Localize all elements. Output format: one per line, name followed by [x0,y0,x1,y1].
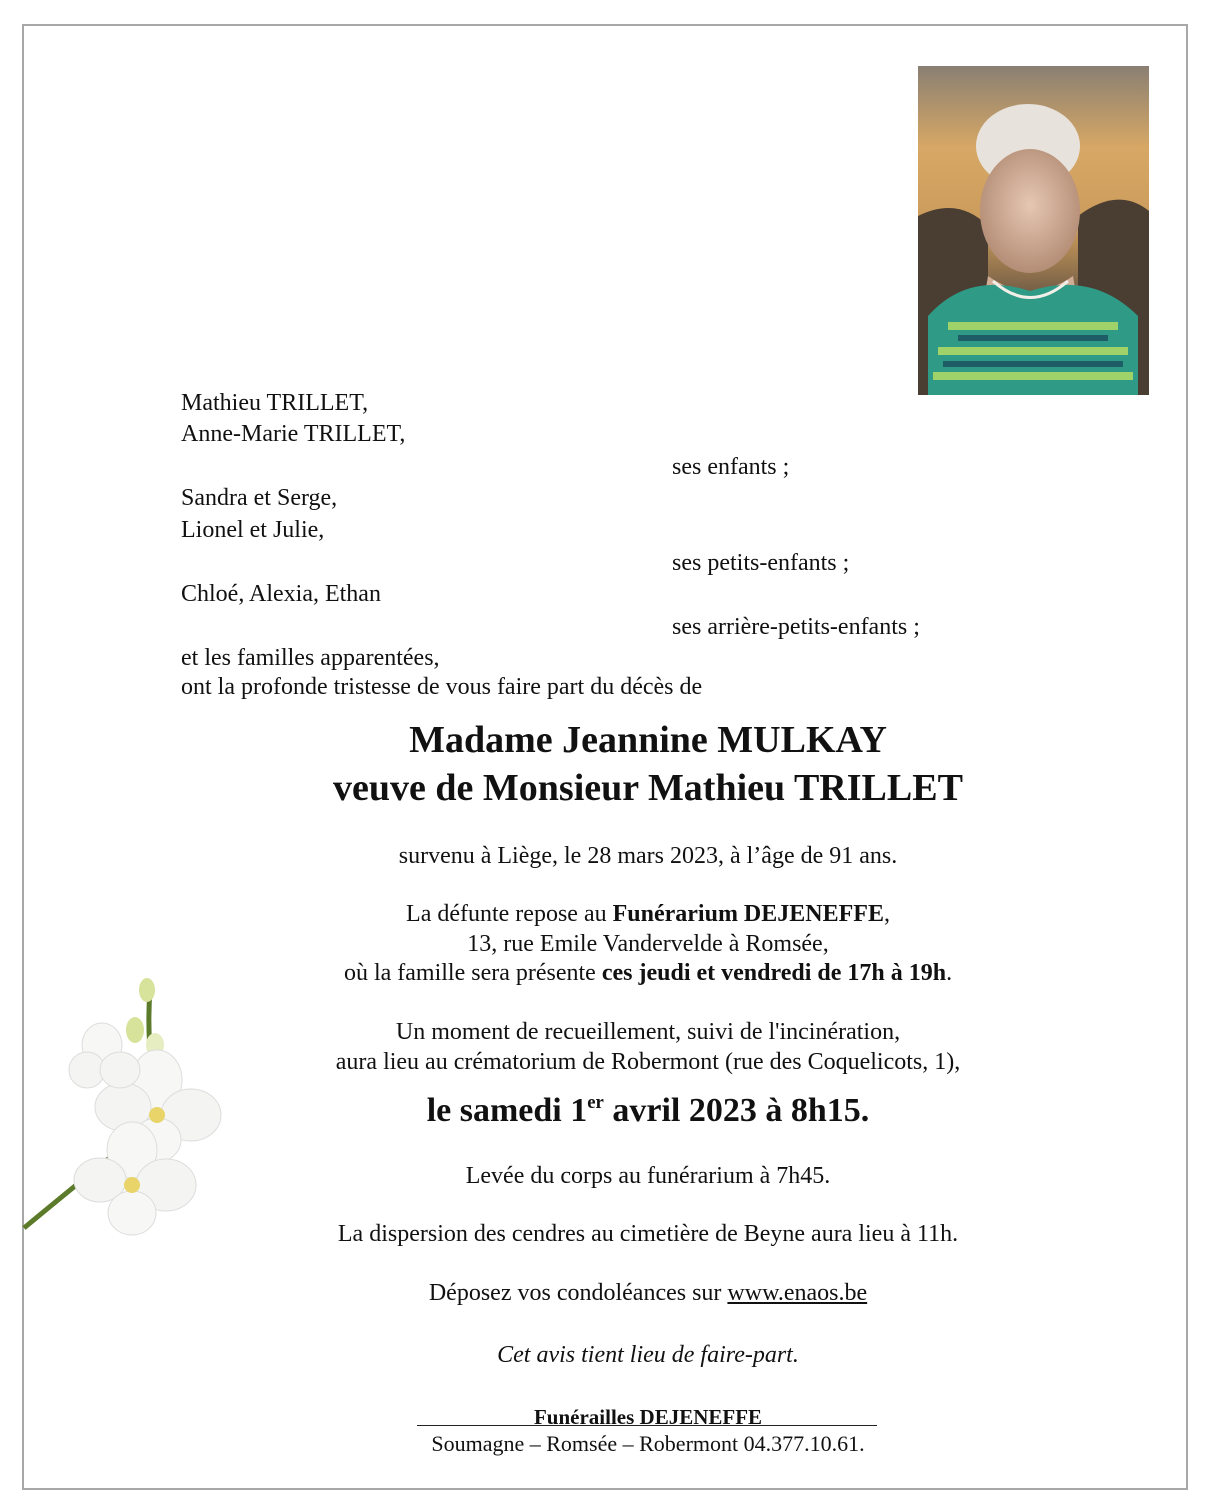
funerarium-name: Funérarium DEJENEFFE [612,901,884,927]
grandchildren-role: ses petits-enfants ; [672,550,850,576]
notice-line: Cet avis tient lieu de faire-part. [497,1342,799,1368]
portrait-photo [918,66,1149,395]
death-details: survenu à Liège, le 28 mars 2023, à l’âge de 91 ans. [398,843,898,869]
ceremony-date: le samedi 1er avril 2023 à 8h15. [426,1091,870,1129]
ceremony-line-1: Un moment de recueillement, suivi de l'incinération, [395,1019,901,1045]
great-grandchildren-role: ses arrière-petits-enfants ; [672,614,920,640]
announcement-line: ont la profonde tristesse de vous faire part du décès de [181,674,703,700]
visiting-hours-line: où la famille sera présente ces jeudi et vendredi de 17h à 19h. [343,960,953,986]
relatives-line: et les familles apparentées, [181,645,440,671]
great-grandchild-names: Chloé, Alexia, Ethan [181,581,381,607]
visiting-hours: ces jeudi et vendredi de 17h à 19h [601,960,947,986]
levee-line: Levée du corps au funérarium à 7h45. [465,1163,831,1189]
child-name: Anne-Marie TRILLET, [181,421,406,447]
widow-of-line: veuve de Monsieur Mathieu TRILLET [333,767,963,809]
footer-contact: Soumagne – Romsée – Robermont 04.377.10.61. [431,1431,865,1456]
child-name: Mathieu TRILLET, [181,390,369,416]
rest-address: 13, rue Emile Vandervelde à Romsée, [467,931,829,957]
deceased-name: Madame Jeannine MULKAY [409,719,887,761]
ceremony-line-2: aura lieu au crématorium de Robermont (rue des Coquelicots, 1), [335,1049,961,1075]
grandchild-name: Sandra et Serge, [181,485,338,511]
grandchild-name: Lionel et Julie, [181,517,325,543]
rest-location-line: La défunte repose au Funérarium DEJENEFFE, [406,901,890,927]
children-role: ses enfants ; [672,454,790,480]
condolences-line: Déposez vos condoléances sur www.enaos.be [428,1280,868,1306]
condolences-link[interactable]: www.enaos.be [727,1280,868,1306]
dispersion-line: La dispersion des cendres au cimetière de Beyne aura lieu à 11h. [337,1221,959,1247]
footer-company: Funérailles DEJENEFFE [533,1405,763,1429]
